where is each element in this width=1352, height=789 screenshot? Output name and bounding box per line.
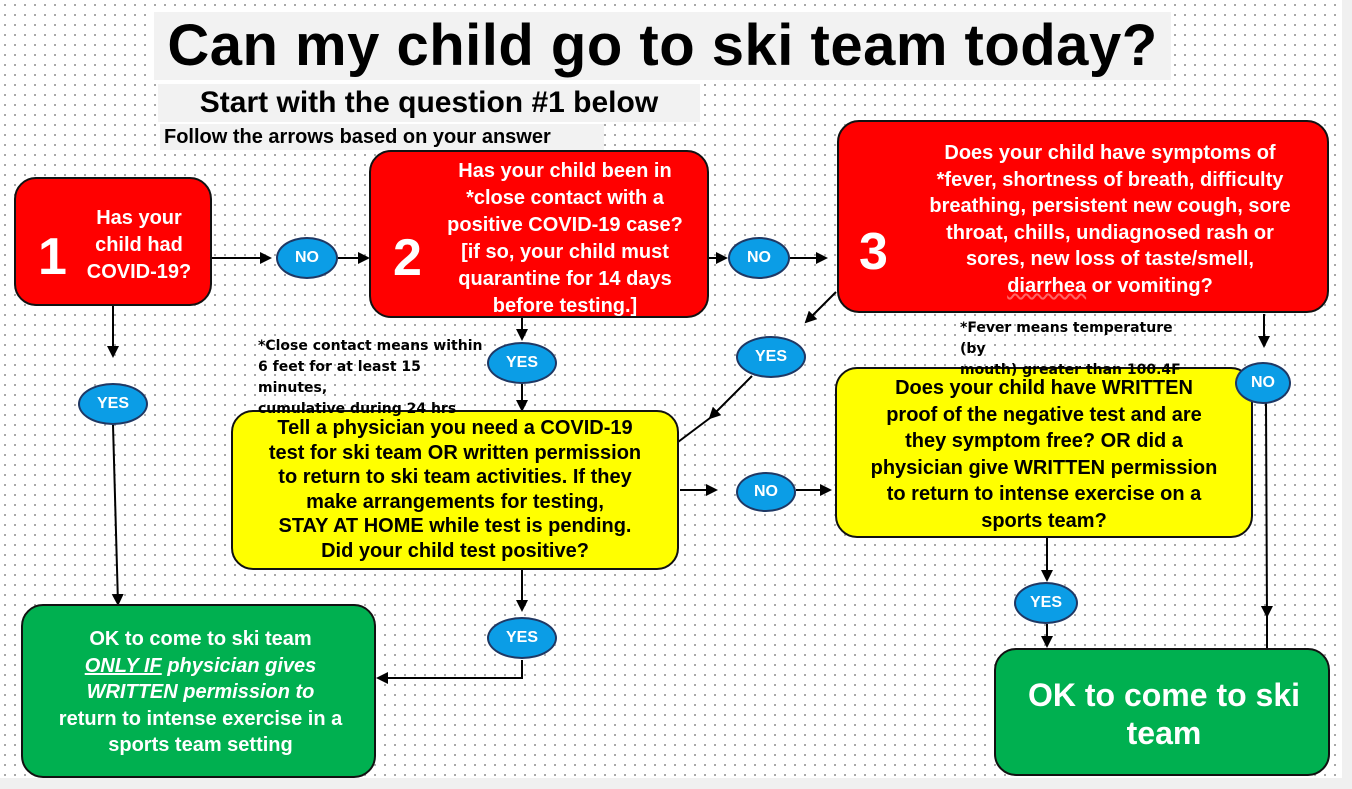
q2-line: [if so, your child must xyxy=(461,241,669,263)
q3-line-last xyxy=(897,273,1323,300)
ok-final-box xyxy=(994,648,1330,776)
question-3-text xyxy=(897,140,1323,300)
answer-q1-yes: YES xyxy=(78,383,148,425)
note-line: *Close contact means within xyxy=(258,338,483,354)
proof-line: to return to intense exercise on a xyxy=(886,483,1202,506)
page-title: Can my child go to ski team today? xyxy=(154,12,1171,80)
proof-line: physician give WRITTEN permission xyxy=(870,456,1218,479)
note-line: mouth) greater than 100.4F xyxy=(960,362,1181,378)
answer-test-no: NO xyxy=(736,472,796,512)
fever-note xyxy=(960,318,1200,381)
written-proof-box xyxy=(835,367,1253,538)
answer-q3-yes: YES xyxy=(736,336,806,378)
physician-test-box xyxy=(231,410,679,570)
q3-line: throat, chills, undiagnosed rash or xyxy=(946,221,1274,244)
question-3-box xyxy=(837,120,1329,313)
edge-q3-yes xyxy=(806,292,836,322)
physician-line: STAY AT HOME while test is pending. xyxy=(278,515,632,537)
q3-line: breathing, persistent new cough, sore xyxy=(929,195,1291,218)
q3-diarrhea-word: diarrhea xyxy=(1007,274,1087,297)
q3-line: sores, new loss of taste/smell, xyxy=(966,248,1254,271)
question-2-box xyxy=(369,150,709,318)
proof-line: they symptom free? OR did a xyxy=(905,430,1183,453)
q1-line: Has your xyxy=(96,207,182,229)
q3-line: *fever, shortness of breath, difficulty xyxy=(936,168,1284,191)
only-if-text: ONLY IF xyxy=(84,654,162,677)
q3-last-rest: or vomiting? xyxy=(1086,274,1213,297)
q2-line: quarantine for 14 days xyxy=(458,268,672,290)
ok-cond-line: sports team setting xyxy=(108,734,293,757)
ok-final-line: team xyxy=(1126,715,1202,751)
close-contact-note xyxy=(258,336,488,420)
proof-line: proof of the negative test and are xyxy=(886,403,1202,426)
edge-yes-ok xyxy=(113,425,118,604)
ok-final-line: OK to come to ski xyxy=(1027,677,1301,713)
ok-conditional-text xyxy=(27,626,374,759)
question-2-text xyxy=(423,158,707,320)
physician-line: to return to ski team activities. If they xyxy=(278,466,632,488)
question-1-text xyxy=(78,205,200,286)
ok-cond-line: OK to come to ski team xyxy=(89,628,312,650)
proof-line: Does your child have WRITTEN xyxy=(895,377,1193,399)
answer-proof-yes: YES xyxy=(1014,582,1078,624)
edge-yes3-physician xyxy=(710,376,752,418)
q2-line: before testing.] xyxy=(492,295,638,317)
proof-line: sports team? xyxy=(981,509,1107,532)
q2-line: positive COVID-19 case? xyxy=(447,214,683,236)
edge-yes-to-ok xyxy=(378,660,522,678)
instruction-text: Follow the arrows based on your answer xyxy=(160,124,604,150)
q2-line: Has your child been in xyxy=(458,160,672,182)
page-subtitle: Start with the question #1 below xyxy=(158,84,700,122)
physician-line: test for ski team OR written permission xyxy=(268,441,642,464)
q1-line: COVID-19? xyxy=(86,261,192,283)
ok-cond-line2-rest: physician gives xyxy=(161,654,317,677)
answer-test-yes: YES xyxy=(487,617,557,659)
ok-cond-line: WRITTEN permission to xyxy=(86,681,315,704)
note-line: cumulative during 24 hrs xyxy=(258,401,457,417)
note-line: 6 feet for at least 15 minutes, xyxy=(258,359,421,396)
answer-q2-no: NO xyxy=(728,237,790,279)
answer-q3-no: NO xyxy=(1235,362,1291,404)
answer-q1-no: NO xyxy=(276,237,338,279)
physician-line: Did your child test positive? xyxy=(321,539,589,562)
question-1-box xyxy=(14,177,212,306)
question-3-number: 3 xyxy=(859,223,888,281)
note-line: *Fever means temperature (by xyxy=(960,320,1173,357)
q1-line: child had xyxy=(95,234,183,256)
question-1-number: 1 xyxy=(38,228,67,286)
edge-no3-ok xyxy=(1266,402,1267,616)
ok-final-text xyxy=(1000,676,1328,752)
ok-cond-line-2 xyxy=(27,653,374,680)
edge-physician-corner xyxy=(678,418,710,442)
q3-line: Does your child have symptoms of xyxy=(944,142,1276,164)
q2-line: *close contact with a xyxy=(466,187,664,209)
written-proof-text xyxy=(841,375,1247,535)
answer-q2-yes: YES xyxy=(487,342,557,384)
physician-line: Tell a physician you need a COVID-19 xyxy=(277,417,633,439)
physician-line: make arrangements for testing, xyxy=(306,490,604,513)
physician-test-text xyxy=(237,416,673,563)
ok-conditional-box xyxy=(21,604,376,778)
ok-cond-line: return to intense exercise in a xyxy=(58,707,343,730)
question-2-number: 2 xyxy=(393,229,422,287)
